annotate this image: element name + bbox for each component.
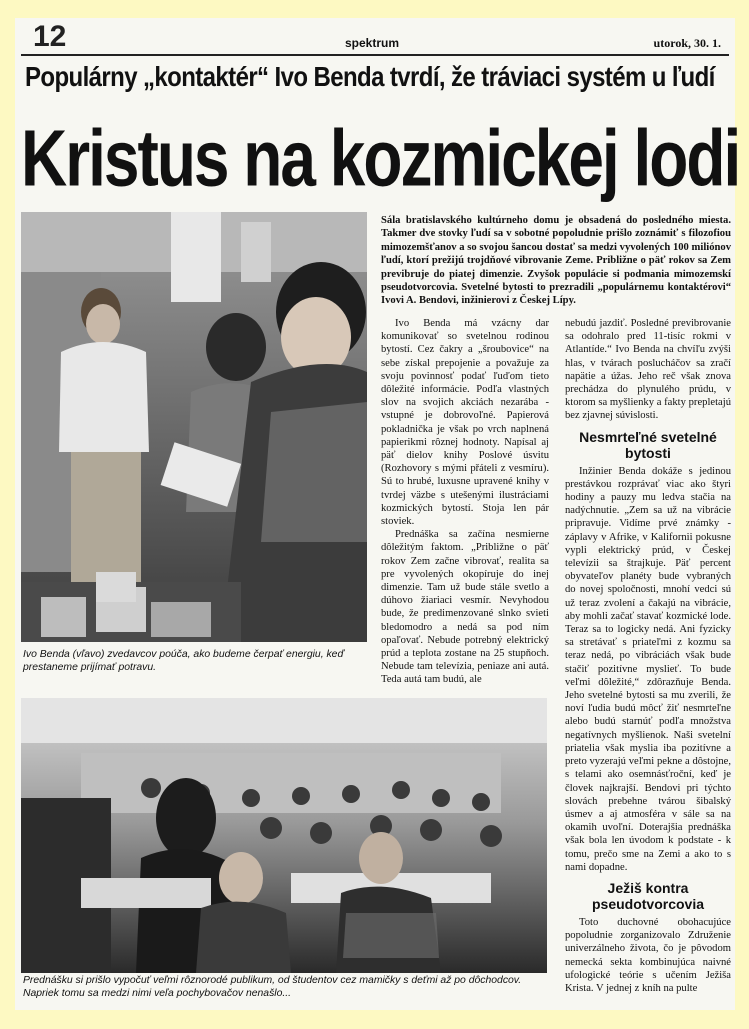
subheading-jezis: Ježiš kontra pseudotvorcovia: [591, 879, 705, 912]
photo-audience-caption: Prednášku si prišlo vypočuť veľmi rôznorodé publikum, od študentov cez mamičky s deťmi až po dôchodcov. Napriek tomu sa medzi nimi veľa pochybovačov nenašlo...: [23, 975, 522, 999]
paragraph: nebudú jazdiť. Posledné previbrovanie sa odohralo pred 11-tisíc rokmi v Atlantíde.“ Ivo Benda na chvíľu zvýši hlas, v tvárach poslucháčov sa zračí napätie a úžas. Jeho reč však znova prechádza do plynulého prúdu, v ktorom sa myšlienky a fakty prepletajú bez zjavnej súvislosti.: [565, 318, 731, 422]
body-column-2: [565, 317, 731, 995]
section-name: spektrum: [345, 36, 400, 50]
photo-audience: [21, 698, 547, 973]
paragraph: Inžinier Benda dokáže s jedinou prestávkou rozprávať viac ako štyri hodiny a pauzy mu ledva stačia na nadýchnutie. „Zem sa už na vibrácie pripravuje. Vidíme prvé známky - záplavy v Afrike, v Kalifornii pokusne vypli elektrický prúd, v Českej televízii sa štrajkuje. Päť percent obyvateľov planéty bude vybraných do novej spoločnosti, mnohí vedci sú už teraz zvolení a čakajú na vibrácie, aby mohli začať stavať kozmické lode. Teraz sa to logicky nedá. Ani fyzicky sa stretávať s priateľmi z kozmu sa teraz nedá, po vibráciách však bude stačiť pozitívne myslieť. To bude veľmi dôležité,“ zdôrazňuje Benda. Jeho svetelné bytosti sa mu zverili, že noví ľudia budú môcť žiť nesmrteľne alebo budú starnúť podľa množstva negatívnych myšlienok. Naši svetelní priatelia však myslia iba pozitívne a preto vyzerajú veľmi pekne a dôstojne, s telami ako osemnásťroční, keď je človek najkrajší. Bendovi pri týchto slovách prebehne tvárou šibalský úsmev a aj atmosféra v sále sa na okamih uvoľní. Doterajšia prednáška však bola len úvodom k podstate - k tomu, prečo sme na Zemi a ako to s nami dopadne.: [565, 465, 731, 873]
photo-audience-image: [21, 698, 547, 973]
issue-date: utorok, 30. 1.: [653, 36, 721, 50]
top-rule: [21, 54, 729, 56]
paragraph: Ivo Benda má vzácny dar komunikovať so svetelnou rodinou bytostí. Cez čakry a „šroubovice“ na sebe získal prepojenie a považuje za svoju povinnosť podať ľuďom tieto dôležité informácie. Podľa vlastných slov na svojich akciách nezarába - vstupné je dobrovoľné. Papierová pokladnička je však po vrch naplnená papierikmi rôznej hodnoty. Napísal aj päť dielov knihy Poslové úsvitu (Rozhovory s mými přáteli z vesmíru). Sú to hrubé, luxusne upravené knihy v tvrdej väzbe s utešenými ilustráciami kozmických bytostí. Stoja len pár stoviek.: [381, 318, 549, 528]
paragraph: Toto duchovné obohacujúce popoludnie zorganizovalo Združenie univerzálneho života, čo je pôvodom nemecká sekta kombinujúca naivné ufologické teórie s učením Ježiša Krista. V jednej z kníh na pulte: [565, 916, 731, 994]
page-number: 12: [33, 20, 67, 53]
newspaper-page: [15, 18, 740, 1010]
body-column-1: [381, 317, 549, 687]
masthead: [15, 22, 735, 52]
subheading-nesmrtelne: Nesmrteľné svetelné bytosti: [579, 428, 717, 461]
lead-paragraph: Sála bratislavského kultúrneho domu je obsadená do posledného miesta. Takmer dve stovky ľudí sa v sobotné popoludnie prišlo zoznámiť s filozofiou mimozemšťanov a so svojou šancou dostať sa medzi vyvolených 100 miliónov ľudí, ktorí prežijú trojdňové vibrovanie Zeme. Približne o päť rokov sa Zem previbruje do piatej dimenzie. Zvyšok populácie si podmania mimozemskí pseudotvorcovia. Svetelné bytosti to prezradili „populárnemu kontaktérovi“ Ivovi A. Bendovi, inžinierovi z Českej Lípy.: [381, 215, 731, 307]
headline-kicker: Populárny „kontaktér“ Ivo Benda tvrdí, že tráviaci systém u ľudí: [25, 62, 715, 94]
photo-speaker: [21, 212, 367, 642]
main-headline: Kristus na kozmickej lodi: [21, 112, 740, 203]
photo-speaker-image: [21, 212, 367, 642]
paragraph: Prednáška sa začína nesmierne dôležitým faktom. „Približne o päť rokov Zem začne vibrovať, realita sa pre vyvolených okopíruje do inej dimenzie. Tam už bude stále svetlo a dúhovo žiariaci vesmír. Nevyhodou bude, že predimenzované slnko svieti bledomodro a nedá sa pod ním opaľovať. Nebude potrebný elektrický prúd a teplota zostane na 25 stupňoch. Nebude tam televízia, peniaze ani autá. Teda autá tam budú, ale: [381, 529, 549, 686]
photo-speaker-caption: Ivo Benda (vľavo) zvedavcov poúča, ako budeme čerpať energiu, keď prestaneme prijímať potravu.: [23, 649, 344, 673]
